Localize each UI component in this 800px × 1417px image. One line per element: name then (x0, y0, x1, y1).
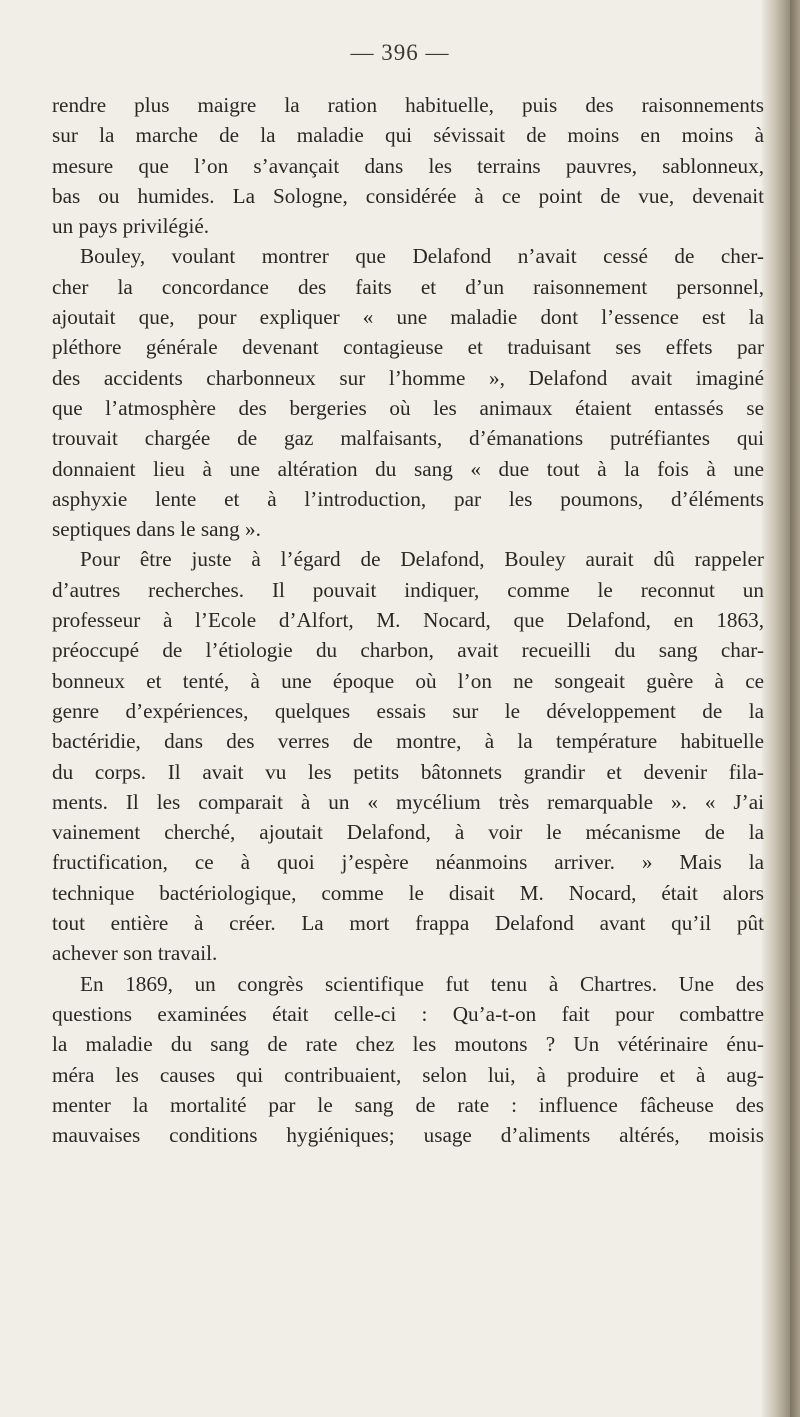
text-line: que l’atmosphère des bergeries où les animaux étaient entassés se (52, 395, 764, 420)
text-line: rendre plus maigre la ration habituelle, puis des raisonnements (52, 93, 764, 117)
text-line: sur la marche de la maladie qui sévissait de moins en moins à (52, 123, 764, 148)
text-line: méra les causes qui contribuaient, selon lui, à produire et à aug- (52, 1062, 764, 1087)
text-line: technique bactériologique, comme le disait M. Nocard, était alors (52, 880, 764, 905)
text-line: fructification, ce à quoi j’espère néanmoins arriver. » Mais la (52, 850, 764, 875)
text-line: septiques dans le sang ». (52, 517, 261, 542)
text-line: Pour être juste à l’égard de Delafond, Bouley aurait dû rappeler (80, 547, 764, 572)
paragraph-2 (52, 241, 764, 544)
text-line: bactéridie, dans des verres de montre, à la température habituelle (52, 729, 764, 754)
paragraph-1 (52, 90, 764, 241)
text-line: des accidents charbonneux sur l’homme », Delafond avait imaginé (52, 365, 764, 390)
text-line: mesure que l’on s’avançait dans les terrains pauvres, sablonneux, (52, 153, 764, 178)
paragraph-4 (52, 969, 764, 1151)
text-line: la maladie du sang de rate chez les moutons ? Un vétérinaire énu- (52, 1032, 764, 1057)
text-line: En 1869, un congrès scientifique fut tenu à Chartres. Une des (80, 971, 764, 996)
text-line: ajoutait que, pour expliquer « une maladie dont l’essence est la (52, 305, 764, 330)
text-line: Bouley, voulant montrer que Delafond n’avait cessé de cher- (80, 244, 764, 269)
text-line: pléthore générale devenant contagieuse et traduisant ses effets par (52, 335, 764, 360)
text-line: bonneux et tenté, à une époque où l’on ne songeait guère à ce (52, 668, 764, 693)
text-line: cher la concordance des faits et d’un raisonnement personnel, (52, 274, 764, 299)
text-line: donnaient lieu à une altération du sang « due tout à la fois à une (52, 456, 764, 481)
text-line: un pays privilégié. (52, 214, 210, 239)
page-edge-binding (790, 0, 800, 1417)
text-line: menter la mortalité par le sang de rate : influence fâcheuse des (52, 1092, 764, 1117)
text-line: professeur à l’Ecole d’Alfort, M. Nocard, que Delafond, en 1863, (52, 608, 764, 633)
text-line: d’autres recherches. Il pouvait indiquer, comme le reconnut un (52, 577, 764, 602)
text-line: bas ou humides. La Sologne, considérée à ce point de vue, devenait (52, 183, 764, 208)
text-line: tout entière à créer. La mort frappa Delafond avant qu’il pût (52, 911, 764, 936)
text-line: vainement cherché, ajoutait Delafond, à voir le mécanisme de la (52, 820, 764, 845)
text-line: mauvaises conditions hygiéniques; usage d’aliments altérés, moisis (52, 1123, 764, 1148)
page-number: — 396 — (350, 40, 450, 65)
text-line: genre d’expériences, quelques essais sur le développement de la (52, 698, 764, 723)
text-line: asphyxie lente et à l’introduction, par les poumons, d’éléments (52, 486, 764, 511)
text-line: du corps. Il avait vu les petits bâtonnets grandir et devenir fila- (52, 759, 764, 784)
text-line: ments. Il les comparait à un « mycélium très remarquable ». « J’ai (52, 789, 764, 814)
text-line: préoccupé de l’étiologie du charbon, avait recueilli du sang char- (52, 638, 764, 663)
body-text (52, 90, 764, 1150)
text-line: trouvait chargée de gaz malfaisants, d’émanations putréfiantes qui (52, 426, 764, 451)
text-line: questions examinées était celle-ci : Qu’a-t-on fait pour combattre (52, 1001, 764, 1026)
text-line: achever son travail. (52, 941, 218, 966)
paragraph-3 (52, 544, 764, 968)
